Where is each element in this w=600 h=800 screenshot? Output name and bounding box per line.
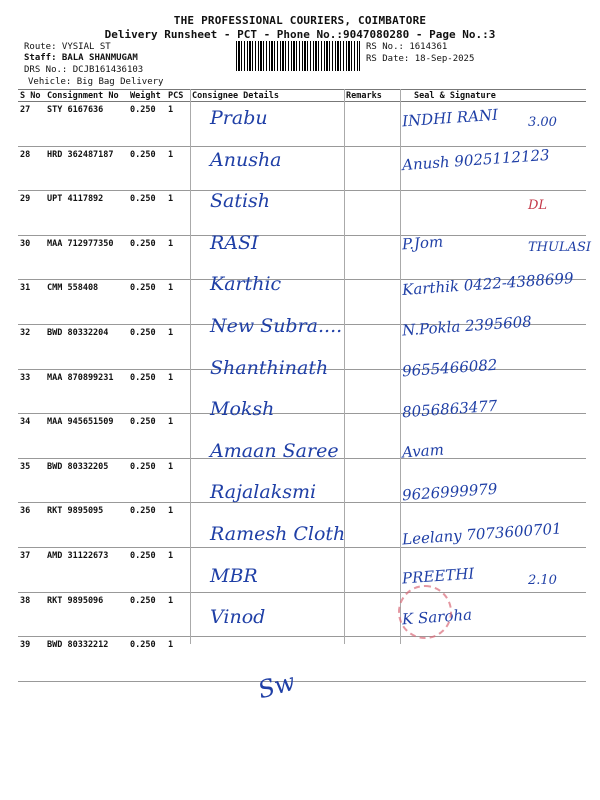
consignee-handwritten: Vinod bbox=[210, 606, 266, 629]
seal-signature: P.Jom bbox=[401, 232, 444, 254]
footer-signature: Sw bbox=[255, 667, 298, 705]
seal-signature: K Saroha bbox=[401, 605, 473, 629]
consignee-handwritten: MBR bbox=[210, 564, 258, 587]
rs-date: RS Date: 18-Sep-2025 bbox=[366, 54, 475, 64]
row-remarks bbox=[344, 369, 400, 414]
row-sno: 29 bbox=[18, 191, 45, 236]
row-pcs: 1 bbox=[166, 102, 190, 147]
row-consignment: MAA 870899231 bbox=[45, 369, 128, 414]
row-consignment: MAA 945651509 bbox=[45, 414, 128, 459]
row-remarks bbox=[344, 414, 400, 459]
row-remarks bbox=[344, 637, 400, 682]
seal-signature: INDHI RANI bbox=[401, 105, 499, 131]
seal-signature: 8056863477 bbox=[401, 396, 498, 422]
row-weight: 0.250 bbox=[128, 637, 166, 682]
row-sno: 27 bbox=[18, 102, 45, 147]
col-consignment: Consignment No bbox=[45, 90, 128, 102]
row-sno: 30 bbox=[18, 235, 45, 280]
row-weight: 0.250 bbox=[128, 369, 166, 414]
rs-number: RS No.: 1614361 bbox=[366, 42, 448, 52]
seal-signature: PREETHI bbox=[401, 564, 475, 588]
row-pcs: 1 bbox=[166, 280, 190, 325]
row-pcs: 1 bbox=[166, 458, 190, 503]
consignee-handwritten: Ramesh Cloth bbox=[210, 523, 346, 545]
seal-annotation: 3.00 bbox=[528, 115, 557, 130]
row-consignment: RKT 9895096 bbox=[45, 592, 128, 637]
consignee-handwritten: New Subra.... bbox=[210, 315, 343, 337]
row-sno: 38 bbox=[18, 592, 45, 637]
row-weight: 0.250 bbox=[128, 547, 166, 592]
col-remarks: Remarks bbox=[344, 90, 400, 102]
seal-signature: Leelany 7073600701 bbox=[401, 519, 563, 549]
col-sno: S No bbox=[18, 90, 45, 102]
row-remarks bbox=[344, 191, 400, 236]
col-seal: Seal & Signature bbox=[400, 90, 586, 102]
drs-label: DRS No.: DCJB161436103 bbox=[24, 65, 144, 75]
seal-signature: Anush 9025112123 bbox=[401, 145, 551, 174]
vehicle-label: Vehicle: Big Bag Delivery bbox=[28, 77, 164, 87]
table-header-row bbox=[18, 90, 586, 102]
row-weight: 0.250 bbox=[128, 414, 166, 459]
consignee-handwritten: Anusha bbox=[210, 148, 282, 171]
route-label: Route: VYSIAL ST bbox=[24, 42, 111, 52]
row-pcs: 1 bbox=[166, 324, 190, 369]
row-remarks bbox=[344, 146, 400, 191]
row-consignment: BWD 80332212 bbox=[45, 637, 128, 682]
row-consignment: HRD 362487187 bbox=[45, 146, 128, 191]
row-consignment: RKT 9895095 bbox=[45, 503, 128, 548]
row-pcs: 1 bbox=[166, 369, 190, 414]
delivery-stamp bbox=[398, 585, 452, 639]
row-sno: 37 bbox=[18, 547, 45, 592]
row-weight: 0.250 bbox=[128, 191, 166, 236]
row-sno: 32 bbox=[18, 324, 45, 369]
row-pcs: 1 bbox=[166, 235, 190, 280]
seal-annotation: THULASI bbox=[528, 239, 592, 255]
seal-signature: 9655466082 bbox=[401, 355, 498, 380]
seal-annotation: 2.10 bbox=[528, 572, 557, 588]
row-remarks bbox=[344, 102, 400, 147]
row-pcs: 1 bbox=[166, 592, 190, 637]
row-consignment: BWD 80332205 bbox=[45, 458, 128, 503]
row-sno: 31 bbox=[18, 280, 45, 325]
row-consignment: UPT 4117892 bbox=[45, 191, 128, 236]
row-consignment: STY 6167636 bbox=[45, 102, 128, 147]
row-pcs: 1 bbox=[166, 414, 190, 459]
row-weight: 0.250 bbox=[128, 102, 166, 147]
seal-annotation: DL bbox=[528, 198, 548, 214]
seal-signature: N.Pokla 2395608 bbox=[401, 312, 533, 340]
row-weight: 0.250 bbox=[128, 592, 166, 637]
row-sno: 28 bbox=[18, 146, 45, 191]
row-remarks bbox=[344, 280, 400, 325]
row-weight: 0.250 bbox=[128, 458, 166, 503]
table-row bbox=[18, 102, 586, 147]
row-sno: 34 bbox=[18, 414, 45, 459]
row-pcs: 1 bbox=[166, 547, 190, 592]
table-row bbox=[18, 637, 586, 682]
row-sno: 36 bbox=[18, 503, 45, 548]
barcode bbox=[236, 41, 360, 71]
consignee-handwritten: Amaan Saree bbox=[210, 439, 339, 462]
row-remarks bbox=[344, 458, 400, 503]
consignee-handwritten: RASI bbox=[210, 231, 259, 254]
runsheet-subtitle: Delivery Runsheet - PCT - Phone No.:9047080280 - Page No.:3 bbox=[104, 28, 496, 41]
table-row bbox=[18, 547, 586, 592]
row-weight: 0.250 bbox=[128, 324, 166, 369]
row-pcs: 1 bbox=[166, 146, 190, 191]
row-remarks bbox=[344, 503, 400, 548]
row-remarks bbox=[344, 547, 400, 592]
row-weight: 0.250 bbox=[128, 146, 166, 191]
row-pcs: 1 bbox=[166, 503, 190, 548]
row-pcs: 1 bbox=[166, 191, 190, 236]
col-consignee: Consignee Details bbox=[190, 90, 344, 102]
consignee-handwritten: Shanthinath bbox=[210, 356, 329, 379]
seal-signature: Karthik 0422-4388699 bbox=[401, 269, 575, 300]
column-divider bbox=[190, 89, 191, 644]
row-consignment: MAA 712977350 bbox=[45, 235, 128, 280]
row-consignment: AMD 31122673 bbox=[45, 547, 128, 592]
column-divider bbox=[344, 89, 345, 644]
consignee-handwritten: Rajalaksmi bbox=[210, 481, 317, 504]
table-row bbox=[18, 191, 586, 236]
staff-label: Staff: BALA SHANMUGAM bbox=[24, 53, 138, 63]
row-weight: 0.250 bbox=[128, 280, 166, 325]
row-remarks bbox=[344, 592, 400, 637]
row-sno: 39 bbox=[18, 637, 45, 682]
row-sno: 35 bbox=[18, 458, 45, 503]
row-sno: 33 bbox=[18, 369, 45, 414]
consignee-handwritten: Satish bbox=[210, 190, 271, 213]
row-weight: 0.250 bbox=[128, 235, 166, 280]
consignee-handwritten: Prabu bbox=[210, 107, 268, 129]
seal-signature: Avam bbox=[401, 440, 445, 462]
runsheet-title: THE PROFESSIONAL COURIERS, COIMBATORE bbox=[173, 14, 427, 27]
row-weight: 0.250 bbox=[128, 503, 166, 548]
row-pcs: 1 bbox=[166, 637, 190, 682]
table-row bbox=[18, 592, 586, 637]
row-remarks bbox=[344, 324, 400, 369]
seal-cell bbox=[400, 191, 586, 236]
seal-signature: 9626999979 bbox=[401, 480, 498, 505]
col-pcs: PCS bbox=[166, 90, 190, 102]
row-remarks bbox=[344, 235, 400, 280]
consignee-handwritten: Karthic bbox=[210, 273, 282, 296]
row-consignment: BWD 80332204 bbox=[45, 324, 128, 369]
col-weight: Weight bbox=[128, 90, 166, 102]
runsheet-table bbox=[18, 89, 586, 682]
seal-cell bbox=[400, 637, 586, 682]
row-consignment: CMM 558408 bbox=[45, 280, 128, 325]
consignee-handwritten: Moksh bbox=[210, 398, 275, 421]
